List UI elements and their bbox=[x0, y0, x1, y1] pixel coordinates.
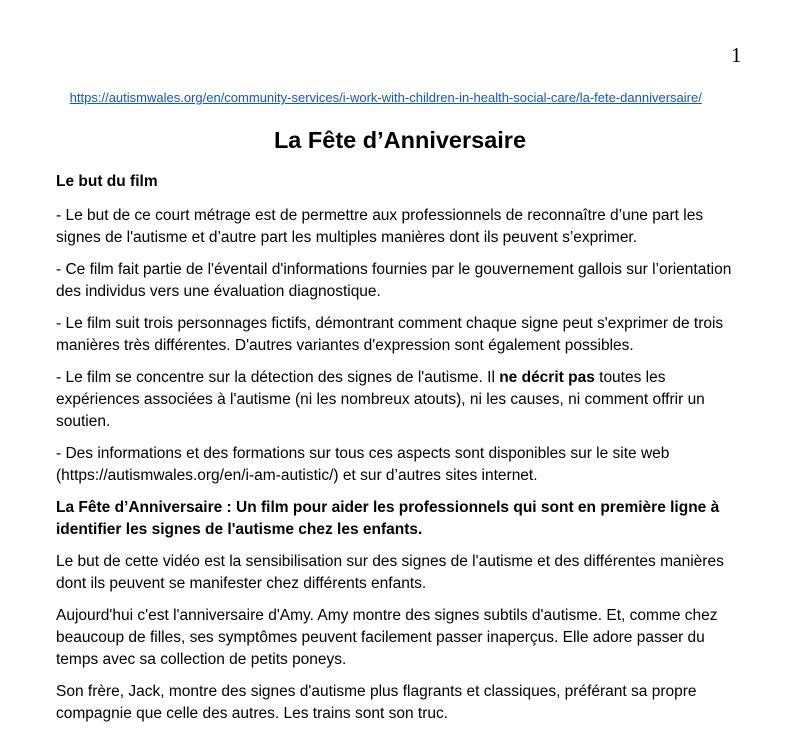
paragraph: Aujourd'hui c'est l'anniversaire d'Amy. Amy montre des signes subtils d'autisme. Et, comme chez beaucoup de filles, ses symptômes peuvent facilement passer inaperçus. Elle adore passer du temps avec sa collection de petits poneys. bbox=[56, 607, 718, 668]
document-content bbox=[56, 0, 744, 735]
paragraph: - Des informations et des formations sur tous ces aspects sont disponibles sur le site web (https://autismwales.org/en/i-am-autistic/) et sur d’autres sites internet. bbox=[56, 445, 670, 484]
paragraph: - Le film suit trois personnages fictifs, démontrant comment chaque signe peut s'exprimer de trois manières très différentes. D'autres variantes d'expression sont également possibles. bbox=[56, 315, 724, 354]
paragraph: Le but de cette vidéo est la sensibilisation sur des signes de l'autisme et des différentes manières dont ils peuvent se manifester chez différents enfants. bbox=[56, 553, 724, 592]
page-title: La Fête d’Anniversaire bbox=[273, 127, 527, 153]
paragraph: - Le film se concentre sur la détection des signes de l'autisme. Il ne décrit pas toutes les expériences associées à l'autisme (ni les nombreux atouts), ni les causes, ni comment offrir un soutien. bbox=[56, 369, 705, 430]
section-heading: Le but du film bbox=[56, 173, 158, 190]
paragraph: Son frère, Jack, montre des signes d'autisme plus flagrants et classiques, préférant sa propre compagnie que celle des autres. Les trains sont son truc. bbox=[56, 683, 697, 722]
paragraph: - Le but de ce court métrage est de permettre aux professionnels de reconnaître d’une part les signes de l'autisme et d’autre part les multiples manières dont ils peuvent s’exprimer. bbox=[56, 207, 704, 246]
source-link-row bbox=[48, 75, 744, 120]
paragraphs bbox=[56, 205, 744, 725]
paragraph: - Ce film fait partie de l'éventail d'informations fournies par le gouvernement gallois sur l’orientation des individus vers une évaluation diagnostique. bbox=[56, 261, 732, 300]
page-number: 1 bbox=[731, 43, 742, 67]
paragraph: La Fête d’Anniversaire : Un film pour aider les professionnels qui sont en première ligne à identifier les signes de l'autisme chez les enfants. bbox=[56, 499, 720, 538]
source-link[interactable]: https://autismwales.org/en/community-services/i-work-with-children-in-health-social-care/la-fete-danniversaire/ bbox=[69, 90, 702, 105]
